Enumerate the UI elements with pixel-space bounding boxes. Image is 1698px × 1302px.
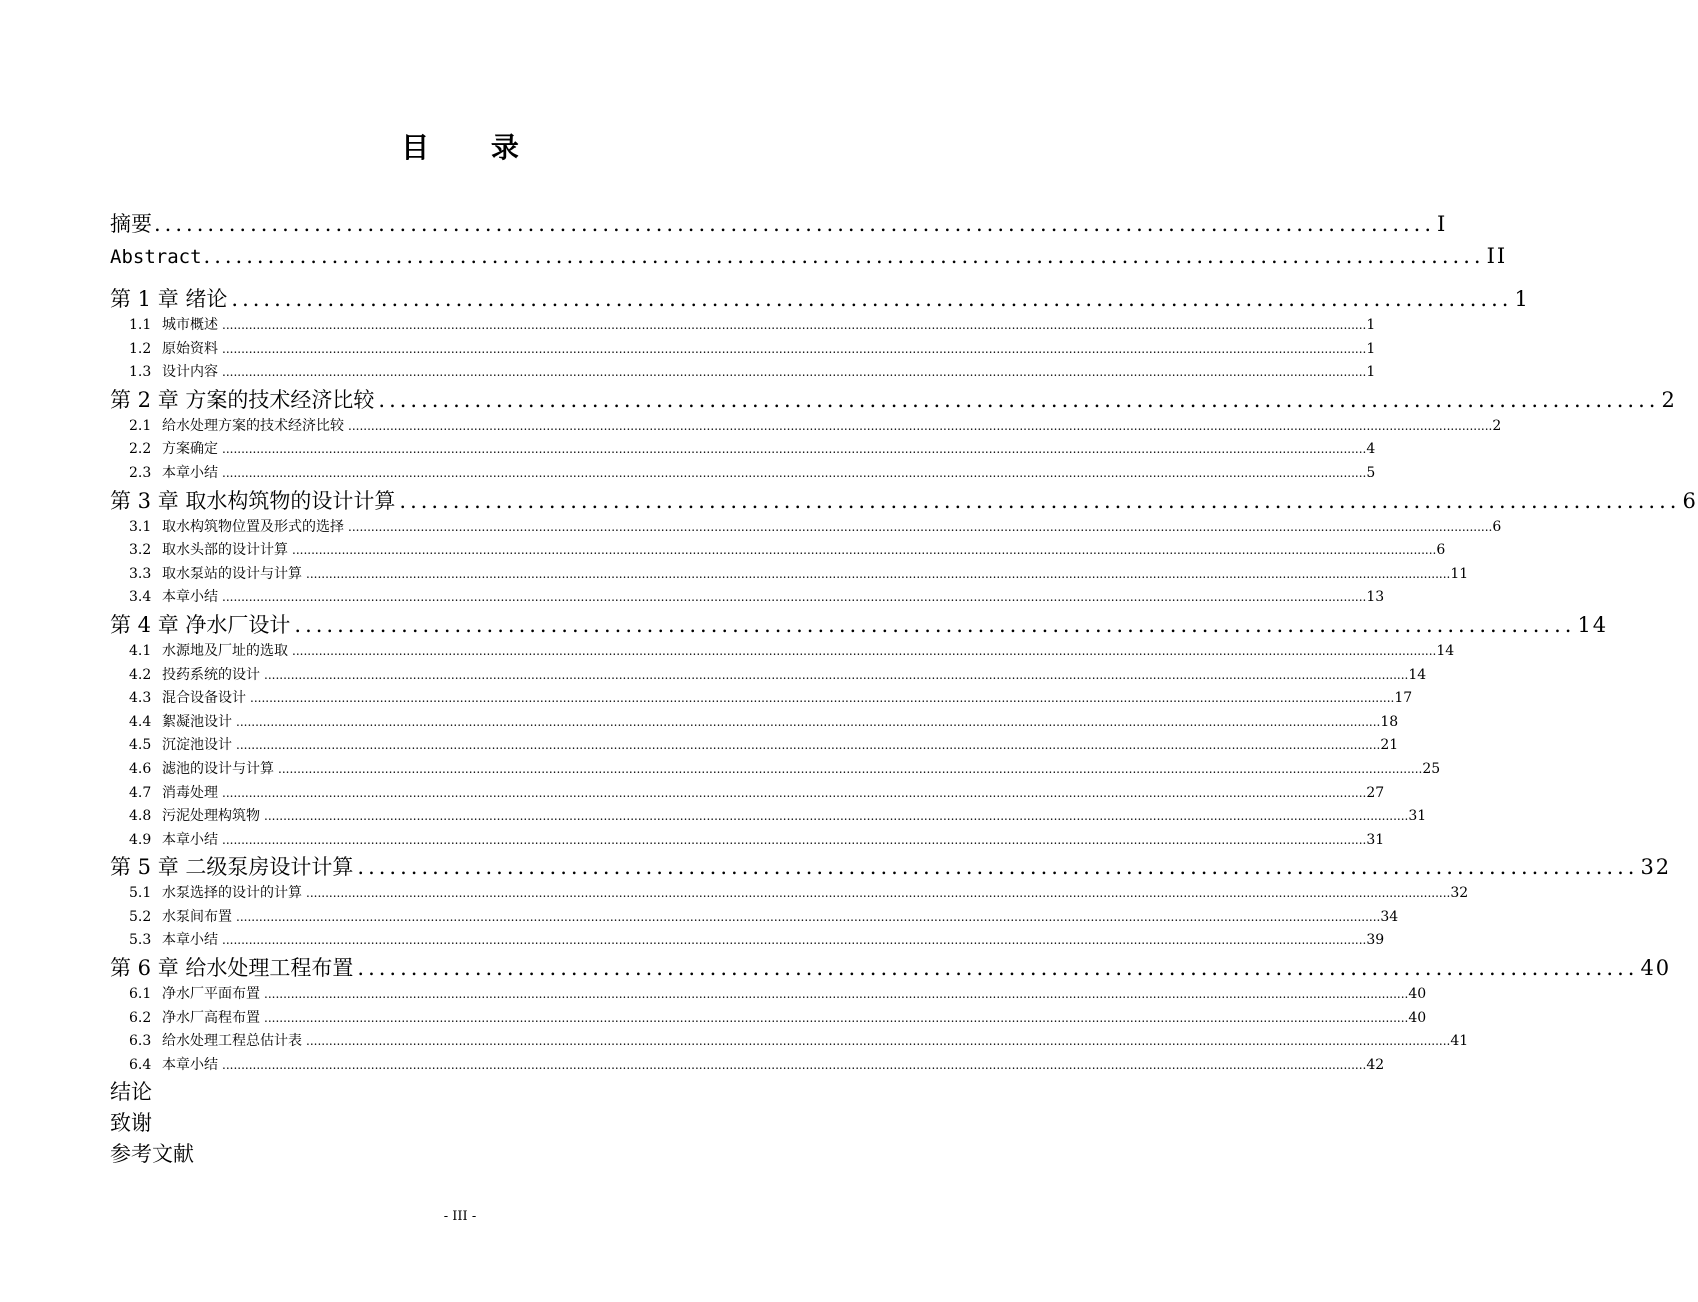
toc-section-entry[interactable] (110, 314, 1376, 338)
dot-leader: ........................................................................................................................ (154, 212, 1436, 236)
dot-leader: ............................................................................................................................................................................................................................................................................................................ (278, 761, 1423, 776)
toc-section-entry-title (129, 829, 218, 853)
dot-leader: ........................................................................................................................ (357, 956, 1639, 981)
toc-chapter-entry-page-number: 32 (1640, 855, 1672, 880)
toc-chapter-entry-title: 第 4 章 净水厂设计 (110, 612, 291, 637)
dot-leader: ........................................................................................................................ (399, 488, 1681, 513)
toc-section-entry-page-number: 39 (1366, 932, 1385, 949)
toc-section-entry-number: 4.2 (129, 666, 152, 683)
toc-front-entry-page-number: II (1486, 244, 1508, 268)
toc-section-entry-page-number: 11 (1450, 565, 1469, 582)
toc-section-entry-title (129, 563, 302, 587)
toc-section-entry-title (129, 516, 344, 540)
toc-section-entry-title (129, 758, 274, 782)
toc-front-entry-page-number: I (1437, 212, 1448, 236)
toc-section-entry-page-number: 21 (1380, 737, 1399, 754)
toc-chapter-entry-title: 第 1 章 绪论 (110, 287, 228, 311)
toc-section-entry[interactable] (110, 734, 1399, 758)
toc-section-entry-number: 4.3 (129, 690, 152, 707)
toc-section-entry-page-number: 27 (1366, 784, 1385, 801)
toc-section-entry-number: 3.1 (129, 518, 152, 535)
dot-leader: ............................................................................................................................................................................................................................................................................................................ (222, 785, 1367, 800)
toc-section-entry-title (129, 338, 218, 362)
toc-section-entry-label: 给水处理方案的技术经济比较 (162, 417, 344, 434)
toc-chapter-entry[interactable] (110, 284, 1530, 314)
toc-section-entry[interactable] (110, 539, 1446, 563)
toc-section-entry[interactable] (110, 929, 1385, 953)
dot-leader: ............................................................................................................................................................................................................................................................................................................ (348, 418, 1493, 433)
toc-section-entry-label: 原始资料 (162, 340, 218, 357)
toc-section-entry-title (129, 314, 218, 338)
dot-leader: ........................................................................................................................ (357, 855, 1639, 880)
table-of-contents (110, 208, 1698, 1170)
toc-section-entry-number: 4.6 (129, 760, 152, 777)
toc-section-entry-label: 沉淀池设计 (162, 737, 232, 754)
toc-chapter-entry-title: 第 2 章 方案的技术经济比较 (110, 387, 375, 412)
toc-section-entry[interactable] (110, 782, 1385, 806)
toc-section-entry-page-number: 6 (1492, 518, 1502, 535)
toc-section-entry-label: 水源地及厂址的选取 (162, 642, 288, 659)
toc-section-entry-number: 4.5 (129, 737, 152, 754)
toc-section-entry[interactable] (110, 983, 1427, 1007)
toc-section-entry[interactable] (110, 805, 1427, 829)
toc-section-entry-number: 2.1 (129, 417, 152, 434)
toc-back-entry[interactable]: 结论 (110, 1080, 152, 1105)
toc-section-entry-page-number: 14 (1408, 666, 1427, 683)
dot-leader: ........................................................................................................................ (231, 287, 1513, 311)
toc-section-entry-label: 消毒处理 (162, 784, 218, 801)
toc-chapter-entry[interactable] (110, 610, 1609, 640)
toc-section-entry-label: 本章小结 (162, 932, 218, 949)
dot-leader: ............................................................................................................................................................................................................................................................................................................ (222, 365, 1367, 380)
toc-section-entry-label: 滤池的设计与计算 (162, 760, 274, 777)
toc-back-entry[interactable]: 参考文献 (110, 1142, 194, 1167)
toc-section-entry-page-number: 31 (1408, 808, 1427, 825)
toc-section-entry[interactable] (110, 1007, 1427, 1031)
toc-section-entry-label: 水泵间布置 (162, 908, 232, 925)
toc-section-entry-number: 4.9 (129, 831, 152, 848)
toc-section-entry-number: 5.3 (129, 932, 152, 949)
toc-section-entry-number: 4.4 (129, 713, 152, 730)
toc-section-entry[interactable] (110, 586, 1385, 610)
toc-section-entry-number: 1.1 (129, 317, 152, 333)
toc-section-entry[interactable] (110, 361, 1376, 385)
dot-leader: ............................................................................................................................................................................................................................................................................................................ (222, 341, 1367, 356)
toc-section-entry-title (129, 711, 232, 735)
toc-section-entry-number: 6.1 (129, 986, 152, 1003)
dot-leader: ............................................................................................................................................................................................................................................................................................................ (348, 519, 1493, 534)
toc-chapter-entry-page-number: 14 (1577, 612, 1609, 637)
dot-leader: ............................................................................................................................................................................................................................................................................................................ (236, 909, 1381, 924)
toc-section-entry-number: 2.3 (129, 464, 152, 481)
toc-back-entry[interactable]: 致谢 (110, 1111, 152, 1136)
dot-leader: ............................................................................................................................................................................................................................................................................................................ (306, 1034, 1451, 1049)
dot-leader: ............................................................................................................................................................................................................................................................................................................ (264, 987, 1409, 1002)
dot-leader: ............................................................................................................................................................................................................................................................................................................ (222, 465, 1367, 480)
toc-section-entry-title (129, 906, 232, 930)
spacer (110, 272, 708, 284)
toc-section-entry-title (129, 664, 260, 688)
toc-section-entry-page-number: 18 (1380, 713, 1399, 730)
dot-leader: ............................................................................................................................................................................................................................................................................................................ (250, 691, 1395, 706)
toc-chapter-entry-title: 第 6 章 给水处理工程布置 (110, 956, 354, 981)
toc-section-entry-page-number: 2 (1492, 417, 1502, 434)
toc-section-entry-label: 本章小结 (162, 1056, 218, 1073)
toc-section-entry-label: 本章小结 (162, 464, 218, 481)
toc-section-entry-number: 1.3 (129, 364, 152, 381)
toc-section-entry[interactable] (110, 1030, 1469, 1054)
toc-front-entry-title: Abstract (110, 246, 202, 268)
toc-section-entry[interactable] (110, 882, 1469, 906)
toc-section-entry[interactable] (110, 462, 1376, 486)
toc-section-entry-page-number: 41 (1450, 1033, 1469, 1050)
toc-section-entry[interactable] (110, 758, 1441, 782)
toc-section-entry-number: 4.7 (129, 784, 152, 801)
dot-leader: ........................................................................................................................ (203, 244, 1485, 268)
toc-chapter-entry-page-number: 6 (1682, 488, 1698, 513)
toc-chapter-entry-title: 第 5 章 二级泵房设计计算 (110, 855, 354, 880)
toc-section-entry-label: 本章小结 (162, 589, 218, 606)
dot-leader: ............................................................................................................................................................................................................................................................................................................ (222, 442, 1367, 457)
toc-section-entry-number: 4.1 (129, 642, 152, 659)
toc-section-entry-number: 2.2 (129, 441, 152, 458)
toc-section-entry-label: 本章小结 (162, 831, 218, 848)
dot-leader: ............................................................................................................................................................................................................................................................................................................ (222, 933, 1367, 948)
toc-section-entry-page-number: 40 (1408, 986, 1427, 1003)
toc-section-entry-number: 1.2 (129, 340, 152, 357)
toc-section-entry-title (129, 782, 218, 806)
toc-section-entry[interactable] (110, 640, 1455, 664)
dot-leader: ............................................................................................................................................................................................................................................................................................................ (264, 1010, 1409, 1025)
toc-section-entry[interactable] (110, 1054, 1385, 1078)
toc-section-entry-label: 给水处理工程总估计表 (162, 1033, 302, 1050)
toc-section-entry-page-number: 14 (1436, 642, 1455, 659)
toc-section-entry-page-number: 42 (1366, 1056, 1385, 1073)
toc-section-entry-title (129, 1030, 302, 1054)
toc-section-entry-title (129, 438, 218, 462)
toc-section-entry-number: 4.8 (129, 808, 152, 825)
dot-leader: ............................................................................................................................................................................................................................................................................................................ (222, 1057, 1367, 1072)
toc-section-entry-page-number: 6 (1436, 542, 1446, 559)
toc-section-entry-label: 污泥处理构筑物 (162, 808, 260, 825)
dot-leader: ............................................................................................................................................................................................................................................................................................................ (236, 738, 1381, 753)
toc-section-entry-label: 混合设备设计 (162, 690, 246, 707)
toc-section-entry-title (129, 734, 232, 758)
toc-section-entry-title (129, 1054, 218, 1078)
toc-section-entry[interactable] (110, 829, 1385, 853)
toc-section-entry-label: 方案确定 (162, 441, 218, 458)
toc-section-entry-title (129, 1007, 260, 1031)
dot-leader: ............................................................................................................................................................................................................................................................................................................ (292, 543, 1437, 558)
toc-section-entry-page-number: 1 (1366, 364, 1376, 381)
toc-section-entry-title (129, 361, 218, 385)
dot-leader: ............................................................................................................................................................................................................................................................................................................ (306, 886, 1451, 901)
toc-chapter-entry[interactable] (110, 385, 1677, 415)
toc-section-entry-number: 5.2 (129, 908, 152, 925)
toc-section-entry[interactable] (110, 906, 1399, 930)
toc-section-entry[interactable] (110, 687, 1413, 711)
toc-section-entry-title (129, 415, 344, 439)
toc-chapter-entry[interactable] (110, 852, 1672, 882)
toc-section-entry-title (129, 586, 218, 610)
toc-section-entry[interactable] (110, 664, 1427, 688)
toc-section-entry-title (129, 539, 288, 563)
toc-section-entry-label: 取水构筑物位置及形式的选择 (162, 518, 344, 535)
dot-leader: ............................................................................................................................................................................................................................................................................................................ (264, 809, 1409, 824)
dot-leader: ............................................................................................................................................................................................................................................................................................................ (222, 832, 1367, 847)
toc-section-entry-page-number: 4 (1366, 441, 1376, 458)
toc-section-entry-page-number: 32 (1450, 885, 1469, 902)
toc-section-entry[interactable] (110, 438, 1376, 462)
dot-leader: ............................................................................................................................................................................................................................................................................................................ (222, 590, 1367, 605)
toc-chapter-entry-page-number: 2 (1661, 387, 1677, 412)
toc-section-entry-label: 取水泵站的设计与计算 (162, 565, 302, 582)
toc-section-entry-label: 絮凝池设计 (162, 713, 232, 730)
dot-leader: ............................................................................................................................................................................................................................................................................................................ (236, 714, 1381, 729)
toc-section-entry-label: 取水头部的设计计算 (162, 542, 288, 559)
dot-leader: ........................................................................................................................ (294, 612, 1576, 637)
toc-section-entry-title (129, 462, 218, 486)
toc-section-entry-number: 6.2 (129, 1009, 152, 1026)
toc-section-entry-number: 5.1 (129, 885, 152, 902)
toc-section-entry[interactable] (110, 338, 1376, 362)
toc-section-entry-label: 净水厂高程布置 (162, 1009, 260, 1026)
toc-section-entry-title (129, 805, 260, 829)
dot-leader: ............................................................................................................................................................................................................................................................................................................ (222, 318, 1367, 332)
toc-section-entry-page-number: 34 (1380, 908, 1399, 925)
toc-section-entry-number: 3.2 (129, 542, 152, 559)
toc-section-entry[interactable] (110, 563, 1469, 587)
toc-chapter-entry[interactable] (110, 953, 1672, 983)
toc-chapter-entry-page-number: 1 (1514, 287, 1530, 311)
dot-leader: ............................................................................................................................................................................................................................................................................................................ (264, 667, 1409, 682)
toc-section-entry-number: 3.4 (129, 589, 152, 606)
toc-section-entry-title (129, 929, 218, 953)
toc-section-entry-number: 3.3 (129, 565, 152, 582)
toc-section-entry-page-number: 1 (1366, 317, 1376, 333)
toc-section-entry-page-number: 31 (1366, 831, 1385, 848)
toc-section-entry-label: 设计内容 (162, 364, 218, 381)
toc-section-entry-label: 城市概述 (162, 317, 218, 333)
page-title: 目 录 (401, 131, 545, 164)
page-number: - III - (443, 1209, 477, 1224)
toc-section-entry-page-number: 17 (1394, 690, 1413, 707)
toc-chapter-entry-title: 第 3 章 取水构筑物的设计计算 (110, 488, 396, 513)
toc-section-entry-title (129, 882, 302, 906)
toc-section-entry-title (129, 687, 246, 711)
toc-section-entry-page-number: 13 (1366, 589, 1385, 606)
toc-front-entry-title: 摘要 (110, 212, 152, 236)
dot-leader: ........................................................................................................................ (378, 387, 1660, 412)
toc-section-entry-title (129, 983, 260, 1007)
toc-section-entry-label: 投药系统的设计 (162, 666, 260, 683)
toc-section-entry-page-number: 25 (1422, 760, 1441, 777)
toc-section-entry-label: 水泵选择的设计的计算 (162, 885, 302, 902)
toc-front-entry[interactable] (110, 208, 1448, 240)
dot-leader: ............................................................................................................................................................................................................................................................................................................ (306, 566, 1451, 581)
toc-section-entry-number: 6.3 (129, 1033, 152, 1050)
toc-section-entry-page-number: 5 (1366, 464, 1376, 481)
toc-section-entry[interactable] (110, 711, 1399, 735)
toc-section-entry[interactable] (110, 516, 1502, 540)
toc-chapter-entry-page-number: 40 (1640, 956, 1672, 981)
toc-section-entry-page-number: 1 (1366, 340, 1376, 357)
toc-front-entry[interactable] (110, 240, 1508, 272)
dot-leader: ............................................................................................................................................................................................................................................................................................................ (292, 643, 1437, 658)
toc-section-entry-page-number: 40 (1408, 1009, 1427, 1026)
toc-section-entry-title (129, 640, 288, 664)
toc-chapter-entry[interactable] (110, 486, 1698, 516)
toc-section-entry[interactable] (110, 415, 1502, 439)
toc-section-entry-label: 净水厂平面布置 (162, 986, 260, 1003)
toc-section-entry-number: 6.4 (129, 1056, 152, 1073)
